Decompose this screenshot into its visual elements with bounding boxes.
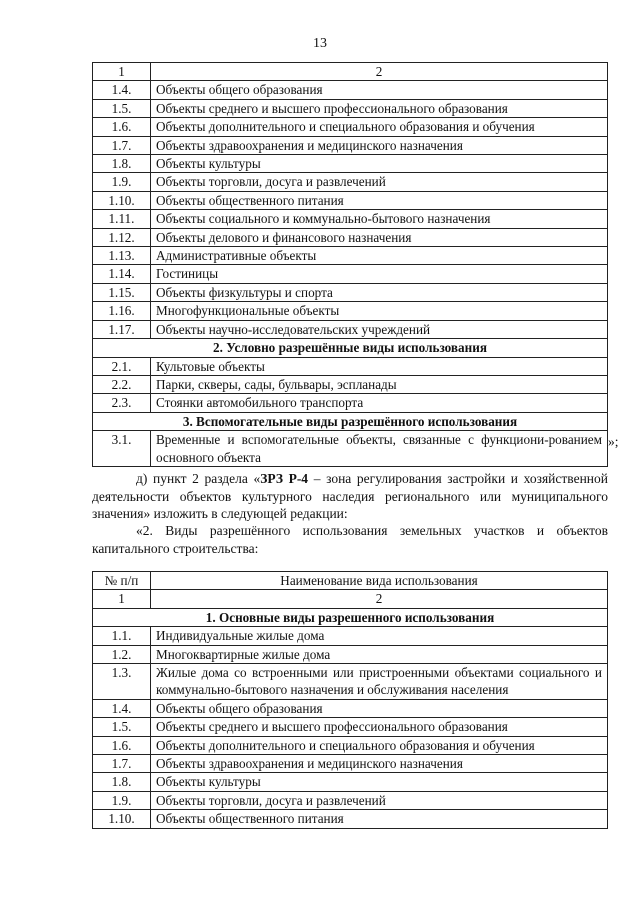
use-name: Объекты среднего и высшего профессионального образования	[151, 718, 608, 736]
table-row	[93, 228, 608, 246]
amendment-text-after: – зона регулирования застройки и хозяйственной деятельности объектов культурного наследия регионального или муниципального значения» изложить в следующей редакции:	[92, 471, 609, 521]
section-header-row	[93, 608, 608, 626]
table-row	[93, 791, 608, 809]
item-number: 1.1.	[93, 627, 151, 645]
header-use-name: Наименование вида использования	[151, 572, 608, 590]
table-row	[93, 81, 608, 99]
column-number-1: 1	[93, 590, 151, 608]
table-row	[93, 394, 608, 412]
table-row	[93, 664, 608, 700]
use-name: Индивидуальные жилые дома	[151, 627, 608, 645]
table-row	[93, 155, 608, 173]
item-number: 1.10.	[93, 191, 151, 209]
item-number: 1.3.	[93, 664, 151, 700]
table-row	[93, 136, 608, 154]
section-intro-paragraph: «2. Виды разрешённого использования земельных участков и объектов капитального строительства:	[92, 523, 608, 556]
use-name: Объекты торговли, досуга и развлечений	[151, 791, 608, 809]
item-number: 1.11.	[93, 210, 151, 228]
use-name: Объекты общего образования	[151, 81, 608, 99]
item-number: 2.3.	[93, 394, 151, 412]
table-row	[93, 627, 608, 645]
table-row	[93, 265, 608, 283]
section-title: 1. Основные виды разрешенного использования	[93, 608, 608, 626]
item-number: 1.15.	[93, 283, 151, 301]
zone-code: ЗРЗ Р-4	[260, 471, 309, 486]
table-row	[93, 810, 608, 828]
table-row	[93, 773, 608, 791]
table-subheader-row	[93, 590, 608, 608]
land-use-table-continued	[92, 62, 608, 467]
item-number: 3.1.	[93, 431, 151, 467]
item-number: 1.12.	[93, 228, 151, 246]
use-name: Объекты дополнительного и специального образования и обучения	[151, 736, 608, 754]
item-number: 1.17.	[93, 320, 151, 338]
table-row	[93, 699, 608, 717]
amendment-text-before: д) пункт 2 раздела «	[136, 471, 261, 486]
use-name: Административные объекты	[151, 247, 608, 265]
table-row	[93, 118, 608, 136]
item-number: 1.5.	[93, 718, 151, 736]
use-name: Гостиницы	[151, 265, 608, 283]
item-number: 1.8.	[93, 155, 151, 173]
column-number-2: 2	[151, 63, 608, 81]
use-name: Объекты делового и финансового назначения	[151, 228, 608, 246]
item-number: 1.13.	[93, 247, 151, 265]
table-row	[93, 357, 608, 375]
use-name: Временные и вспомогательные объекты, связанные с функциони-рованием основного объекта	[151, 431, 608, 467]
use-name: Стоянки автомобильного транспорта	[151, 394, 608, 412]
table-header-row	[93, 63, 608, 81]
use-name: Парки, скверы, сады, бульвары, эспланады	[151, 375, 608, 393]
table-row	[93, 247, 608, 265]
page-number: 13	[313, 36, 327, 51]
header-item-number: № п/п	[93, 572, 151, 590]
use-name: Объекты научно-исследовательских учреждений	[151, 320, 608, 338]
table-row	[93, 283, 608, 301]
item-number: 1.2.	[93, 645, 151, 663]
item-number: 1.10.	[93, 810, 151, 828]
section-title: 2. Условно разрешённые виды использования	[93, 339, 608, 357]
item-number: 1.14.	[93, 265, 151, 283]
use-name: Объекты дополнительного и специального образования и обучения	[151, 118, 608, 136]
use-name: Объекты общественного питания	[151, 810, 608, 828]
table-header-row	[93, 572, 608, 590]
use-name: Многоквартирные жилые дома	[151, 645, 608, 663]
table-row	[93, 302, 608, 320]
item-number: 1.9.	[93, 173, 151, 191]
item-number: 2.2.	[93, 375, 151, 393]
use-name: Объекты здравоохранения и медицинского назначения	[151, 755, 608, 773]
table-row	[93, 191, 608, 209]
item-number: 1.5.	[93, 99, 151, 117]
use-name: Жилые дома со встроенными или пристроенными объектами социального и коммунально-бытового назначения и обслуживания населения	[151, 664, 608, 700]
table-row	[93, 210, 608, 228]
closing-quote: »;	[608, 434, 619, 449]
section-header-row	[93, 339, 608, 357]
use-name: Объекты культуры	[151, 155, 608, 173]
table-row	[93, 736, 608, 754]
use-name: Объекты социального и коммунально-бытового назначения	[151, 210, 608, 228]
zone-land-use-table	[92, 571, 608, 829]
table-row	[93, 645, 608, 663]
use-name: Культовые объекты	[151, 357, 608, 375]
item-number: 1.7.	[93, 755, 151, 773]
use-name: Объекты общего образования	[151, 699, 608, 717]
section-header-row	[93, 412, 608, 430]
item-number: 2.1.	[93, 357, 151, 375]
item-number: 1.9.	[93, 791, 151, 809]
item-number: 1.7.	[93, 136, 151, 154]
use-name: Объекты культуры	[151, 773, 608, 791]
table-row	[93, 173, 608, 191]
use-name: Объекты торговли, досуга и развлечений	[151, 173, 608, 191]
column-number-2: 2	[151, 590, 608, 608]
use-name: Многофункциональные объекты	[151, 302, 608, 320]
item-number: 1.4.	[93, 699, 151, 717]
use-name: Объекты общественного питания	[151, 191, 608, 209]
table-row	[93, 99, 608, 117]
use-name: Объекты среднего и высшего профессионального образования	[151, 99, 608, 117]
amendment-paragraph	[92, 470, 608, 523]
column-number-1: 1	[93, 63, 151, 81]
table-row	[93, 431, 608, 467]
table-row	[93, 755, 608, 773]
table-row	[93, 375, 608, 393]
item-number: 1.8.	[93, 773, 151, 791]
item-number: 1.6.	[93, 118, 151, 136]
use-name: Объекты здравоохранения и медицинского назначения	[151, 136, 608, 154]
item-number: 1.16.	[93, 302, 151, 320]
use-name: Объекты физкультуры и спорта	[151, 283, 608, 301]
table-row	[93, 320, 608, 338]
table-row	[93, 718, 608, 736]
section-title: 3. Вспомогательные виды разрешённого использования	[93, 412, 608, 430]
item-number: 1.6.	[93, 736, 151, 754]
item-number: 1.4.	[93, 81, 151, 99]
